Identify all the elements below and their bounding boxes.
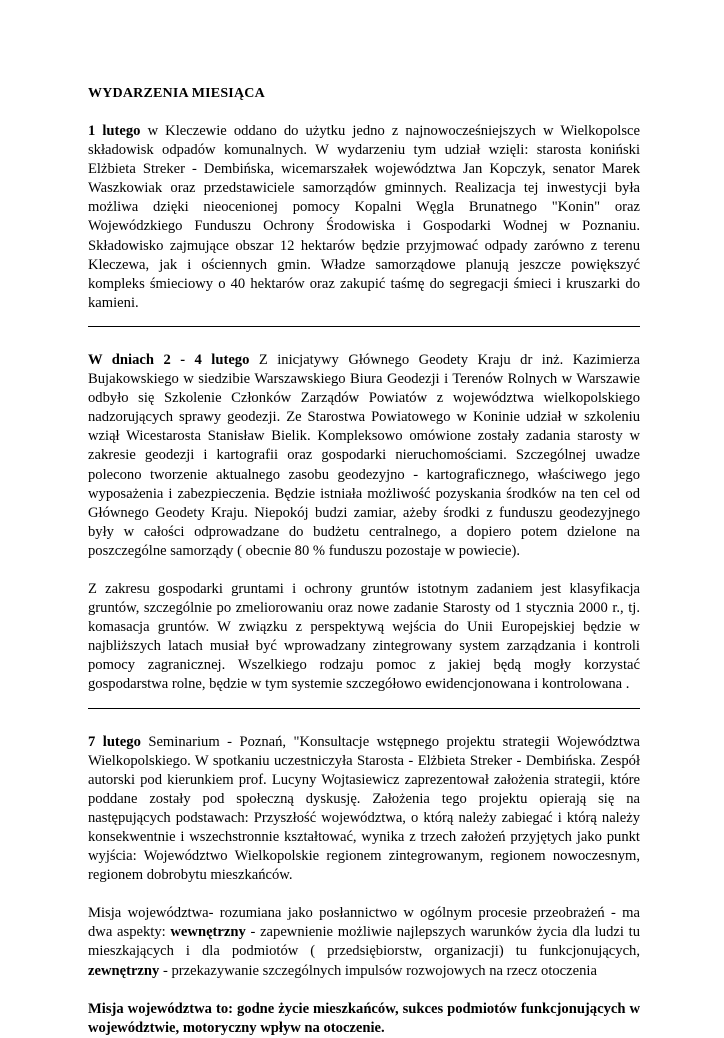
mission-intro: Misja województwa- rozumiana jako posłannictwo w ogólnym procesie przeobrażeń - ma dwa aspekty: xyxy=(88,905,640,941)
event-paragraph-2 xyxy=(88,351,640,561)
page-title: WYDARZENIA MIESIĄCA xyxy=(88,86,265,101)
mission-statement: Misja województwa to: godne życie mieszkańców, sukces podmiotów funkcjonujących w województwie, motoryczny wpływ na otoczenie. xyxy=(88,1000,640,1036)
mission-external-label: zewnętrzny xyxy=(88,962,160,979)
event-text-2: Z inicjatywy Głównego Geodety Kraju dr inż. Kazimierza Bujakowskiego w siedzibie Warszawskiego Biura Geodezji i Terenów Rolnych w Warszawie odbyło się Szkolenie Członków Zarządów Powiatów z województwa wielkopolskiego nadzorujących sprawy geodezji. Ze Starostwa Powiatowego w Koninie udział w szkoleniu wziął Wicestarosta Stanisław Bielik. Kompleksowo omówione zostały zadania starosty w zakresie geodezji i kartografii oraz gospodarki nieruchomościami. Szczególnej uwadze polecono tworzenie aktualnego zasobu geodezyjno - kartograficznego, właściwego jego wyposażenia i zabezpieczenia. Będzie istniała możliwość pozyskania środków na ten cel od Głównego Geodety Kraju. Niepokój budzi zamiar, ażeby środki z funduszu geodezyjnego były w całości odprowadzane do budżetu centralnego, a dopiero potem dzielone na poszczególne samorządy ( obecnie 80 % funduszu pozostaje w powiecie). xyxy=(88,351,640,559)
event-date-1: 1 lutego xyxy=(88,123,141,139)
event-text-1: w Kleczewie oddano do użytku jedno z najnowocześniejszych w Wielkopolsce składowisk odpadów komunalnych. W wydarzeniu tym udział wzięli: starosta koniński Elżbieta Streker - Dembińska, wicemarszałek województwa Jan Kopczyk, senator Marek Waszkowiak oraz przedstawiciele samorządów gminnych. Realizacja tej inwestycji była możliwa dzięki nieocenionej pomocy Kopalni Węgla Brunatnego "Konin" oraz Wojewódzkiego Funduszu Ochrony Środowiska i Gospodarki Wodnej w Poznaniu. Składowisko zajmujące obszar 12 hektarów będzie przyjmować odpady zarówno z terenu Kleczewa, jak i ościennych gmin. Władze samorządowe planują jeszcze powiększyć kompleks śmieciowy o 40 hektarów oraz zakupić taśmę do segregacji śmieci i kruszarki do kamieni. xyxy=(88,123,640,311)
event-date-3: 7 lutego xyxy=(88,733,141,750)
mission-external-text: - przekazywanie szczególnych impulsów rozwojowych na rzecz otoczenia xyxy=(159,962,597,979)
event-paragraph-3 xyxy=(88,733,640,886)
event-text-3: Seminarium - Poznań, "Konsultacje wstępnego projektu strategii Województwa Wielkopolskiego. W spotkaniu uczestniczyła Starosta - Elżbieta Streker - Dembińska. Zespół autorski pod kierunkiem prof. Lucyny Wojtasiewicz zaprezentował założenia strategii, które poddane zostały pod społeczną dyskusję. Założenia tego projektu opierają się na następujących podstawach: Przyszłość województwa, o którą należy zabiegać i którą należy konsekwentnie i wszechstronnie kształtować, wynika z trzech założeń przyjętych jako punkt wyjścia: Województwo Wielkopolskie regionem zintegrowanym, regionem nowoczesnym, regionem dobrobytu mieszkańców. xyxy=(88,733,640,884)
section-divider-2 xyxy=(88,708,640,709)
event-paragraph-1 xyxy=(88,122,640,313)
event-paragraph-2b: Z zakresu gospodarki gruntami i ochrony gruntów istotnym zadaniem jest klasyfikacja gruntów, szczególnie po zmeliorowaniu oraz nowe zadanie Starosty od 1 stycznia 2000 r., tj. komasacja gruntów. W związku z perspektywą wejścia do Unii Europejskiej będzie w najbliższych latach musiał być wprowadzany zintegrowany system zarządzania i kontroli pomocy zagranicznej. Wszelkiego rodzaju pomoc z jakiej będą mogły korzystać gospodarstwa rolne, będzie w tym systemie szczegółowo ewidencjonowana i kontrolowana . xyxy=(88,580,640,693)
section-divider-1 xyxy=(88,326,640,327)
mission-paragraph xyxy=(88,904,640,980)
event-date-2: W dniach 2 - 4 lutego xyxy=(88,351,250,368)
mission-internal-text: - zapewnienie możliwie najlepszych warunków życia dla ludzi tu mieszkających i dla podmiotów ( przedsiębiorstw, organizacji) tu funkcjonujących, xyxy=(88,924,640,960)
mission-internal-label: wewnętrzny xyxy=(170,924,246,941)
